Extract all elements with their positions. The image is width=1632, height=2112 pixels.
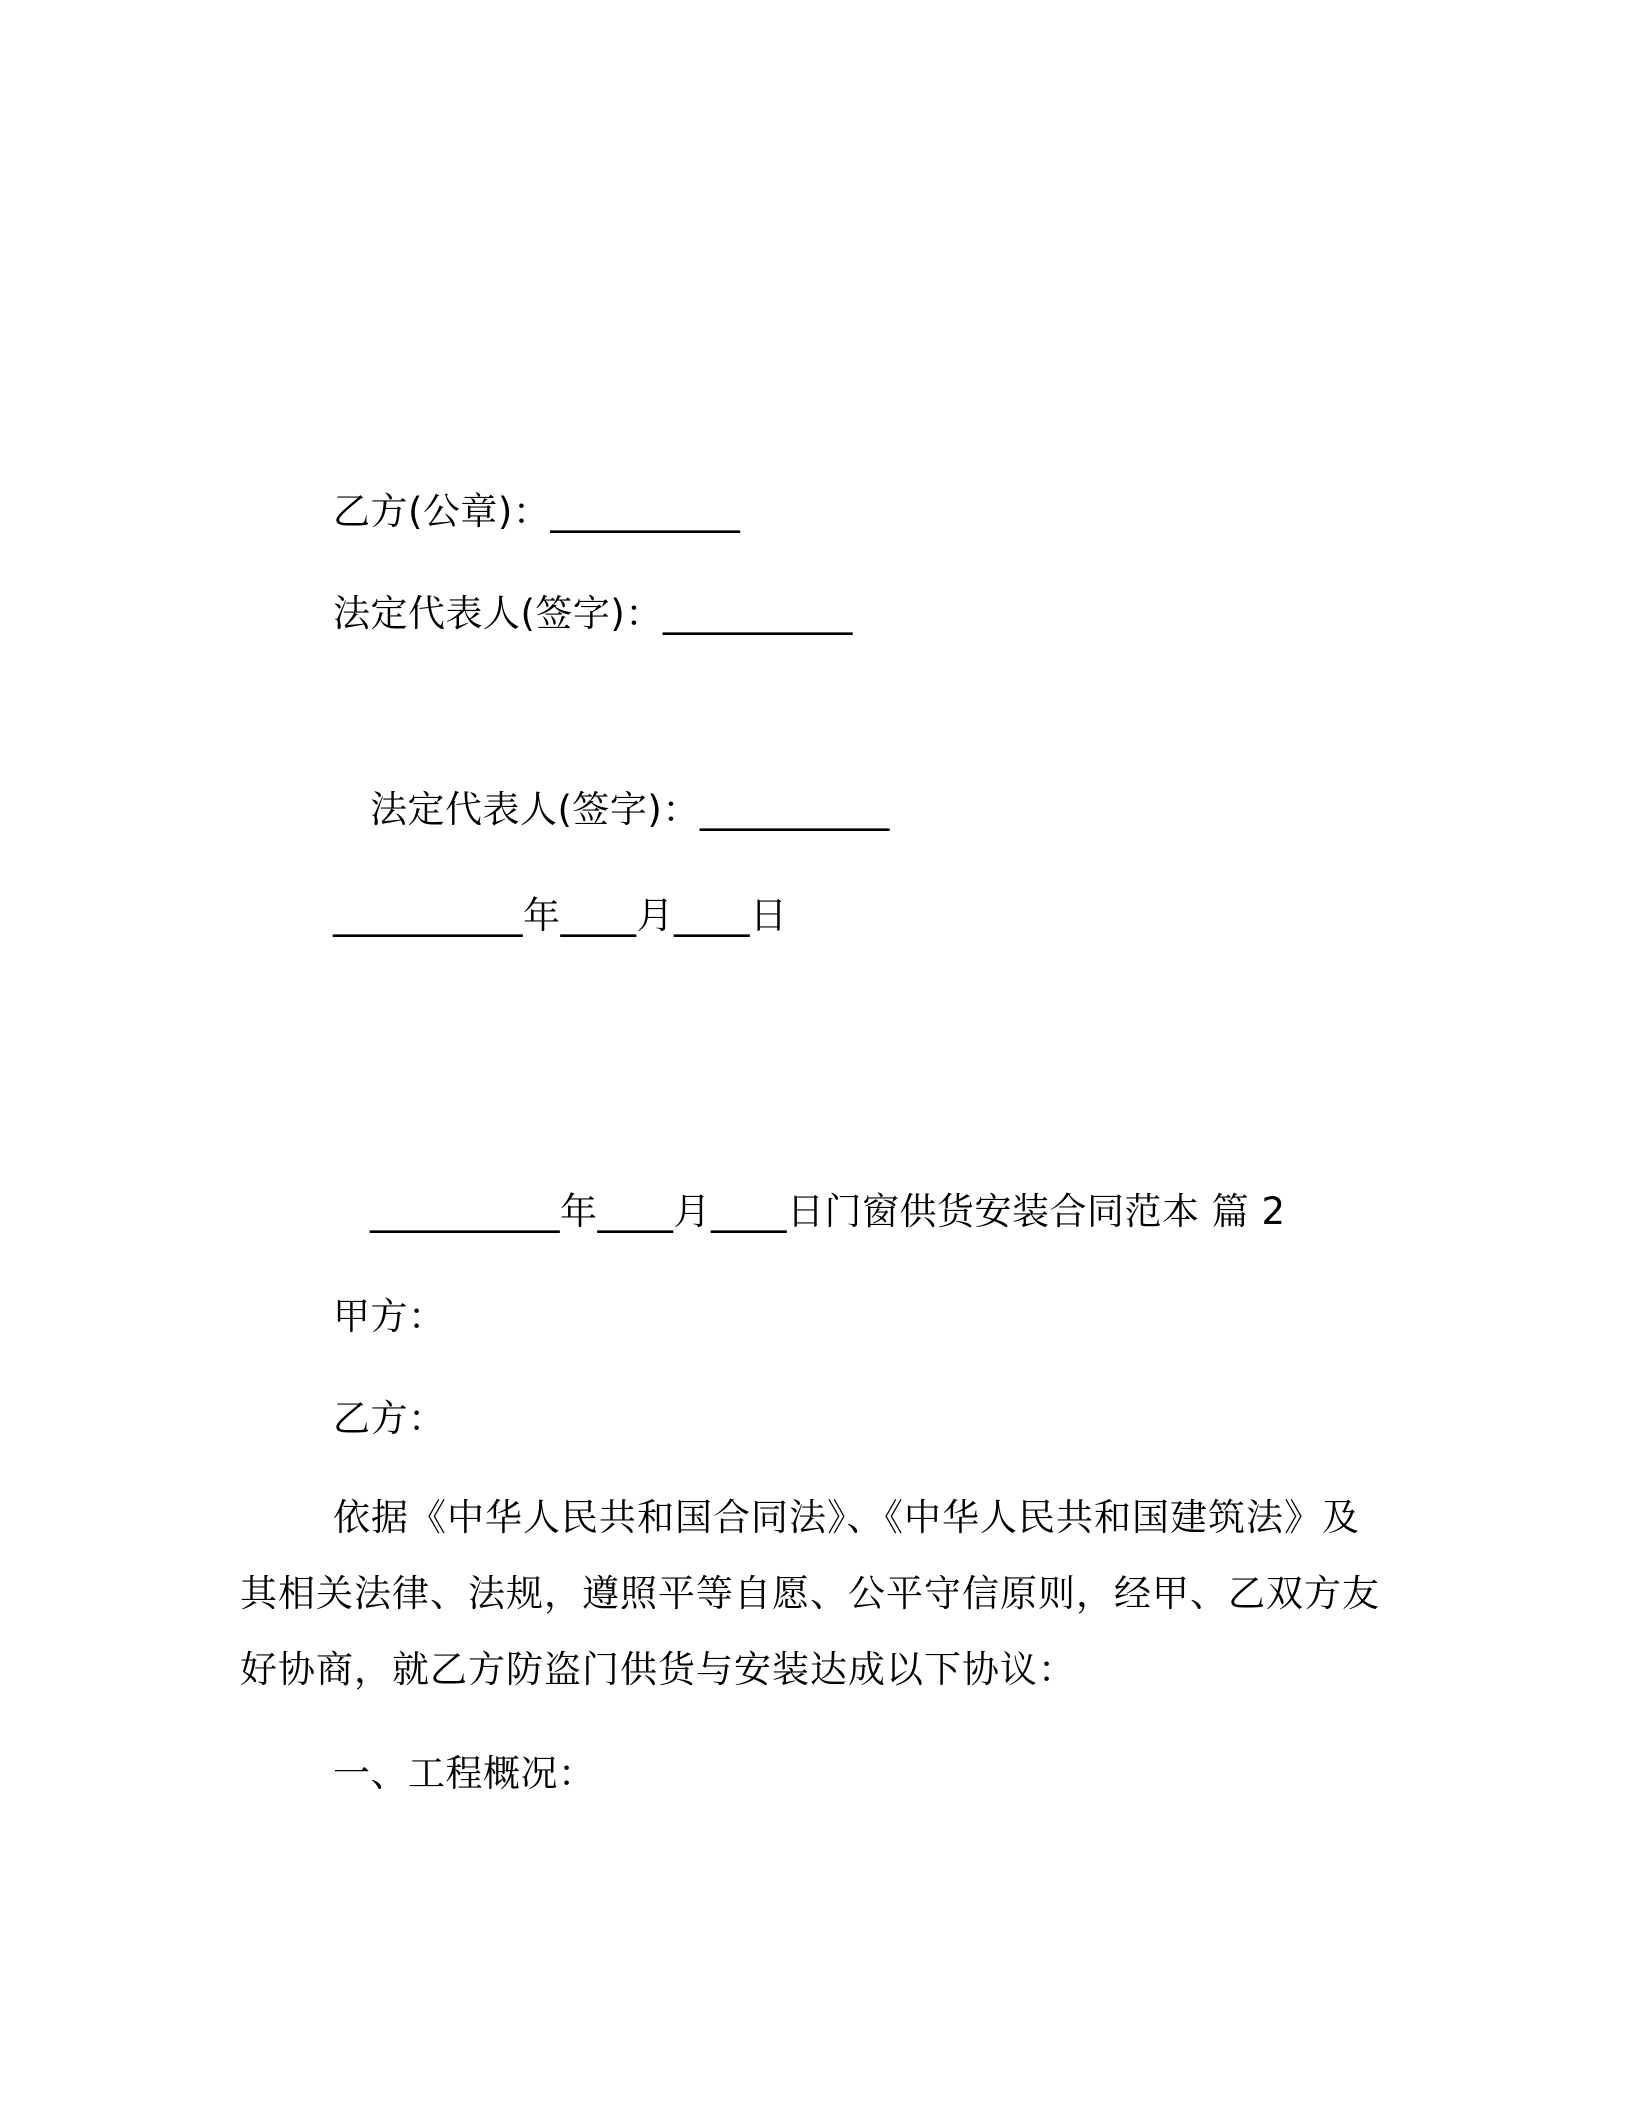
legal-rep-signature-line: 法定代表人(签字)：__________	[333, 592, 853, 635]
section-heading: __________年____月____日门窗供货安装合同范本 篇 2	[370, 1190, 1286, 1233]
legal-rep-signature-line-indented: 法定代表人(签字)：__________	[370, 788, 890, 831]
preamble-paragraph: 依据《中华人民共和国合同法》、《中华人民共和国建筑法》及其相关法律、法规，遵照平等自愿、公平守信原则，经甲、乙双方友好协商，就乙方防盗门供货与安装达成以下协议：	[240, 1496, 1380, 1691]
party-b-seal-line: 乙方(公章)：__________	[333, 490, 741, 533]
clause-1-title: 一、工程概况：	[333, 1752, 596, 1795]
party-a-label: 甲方：	[333, 1295, 446, 1338]
party-b-label: 乙方：	[333, 1397, 446, 1440]
signature-date-line: __________年____月____日	[333, 894, 788, 937]
